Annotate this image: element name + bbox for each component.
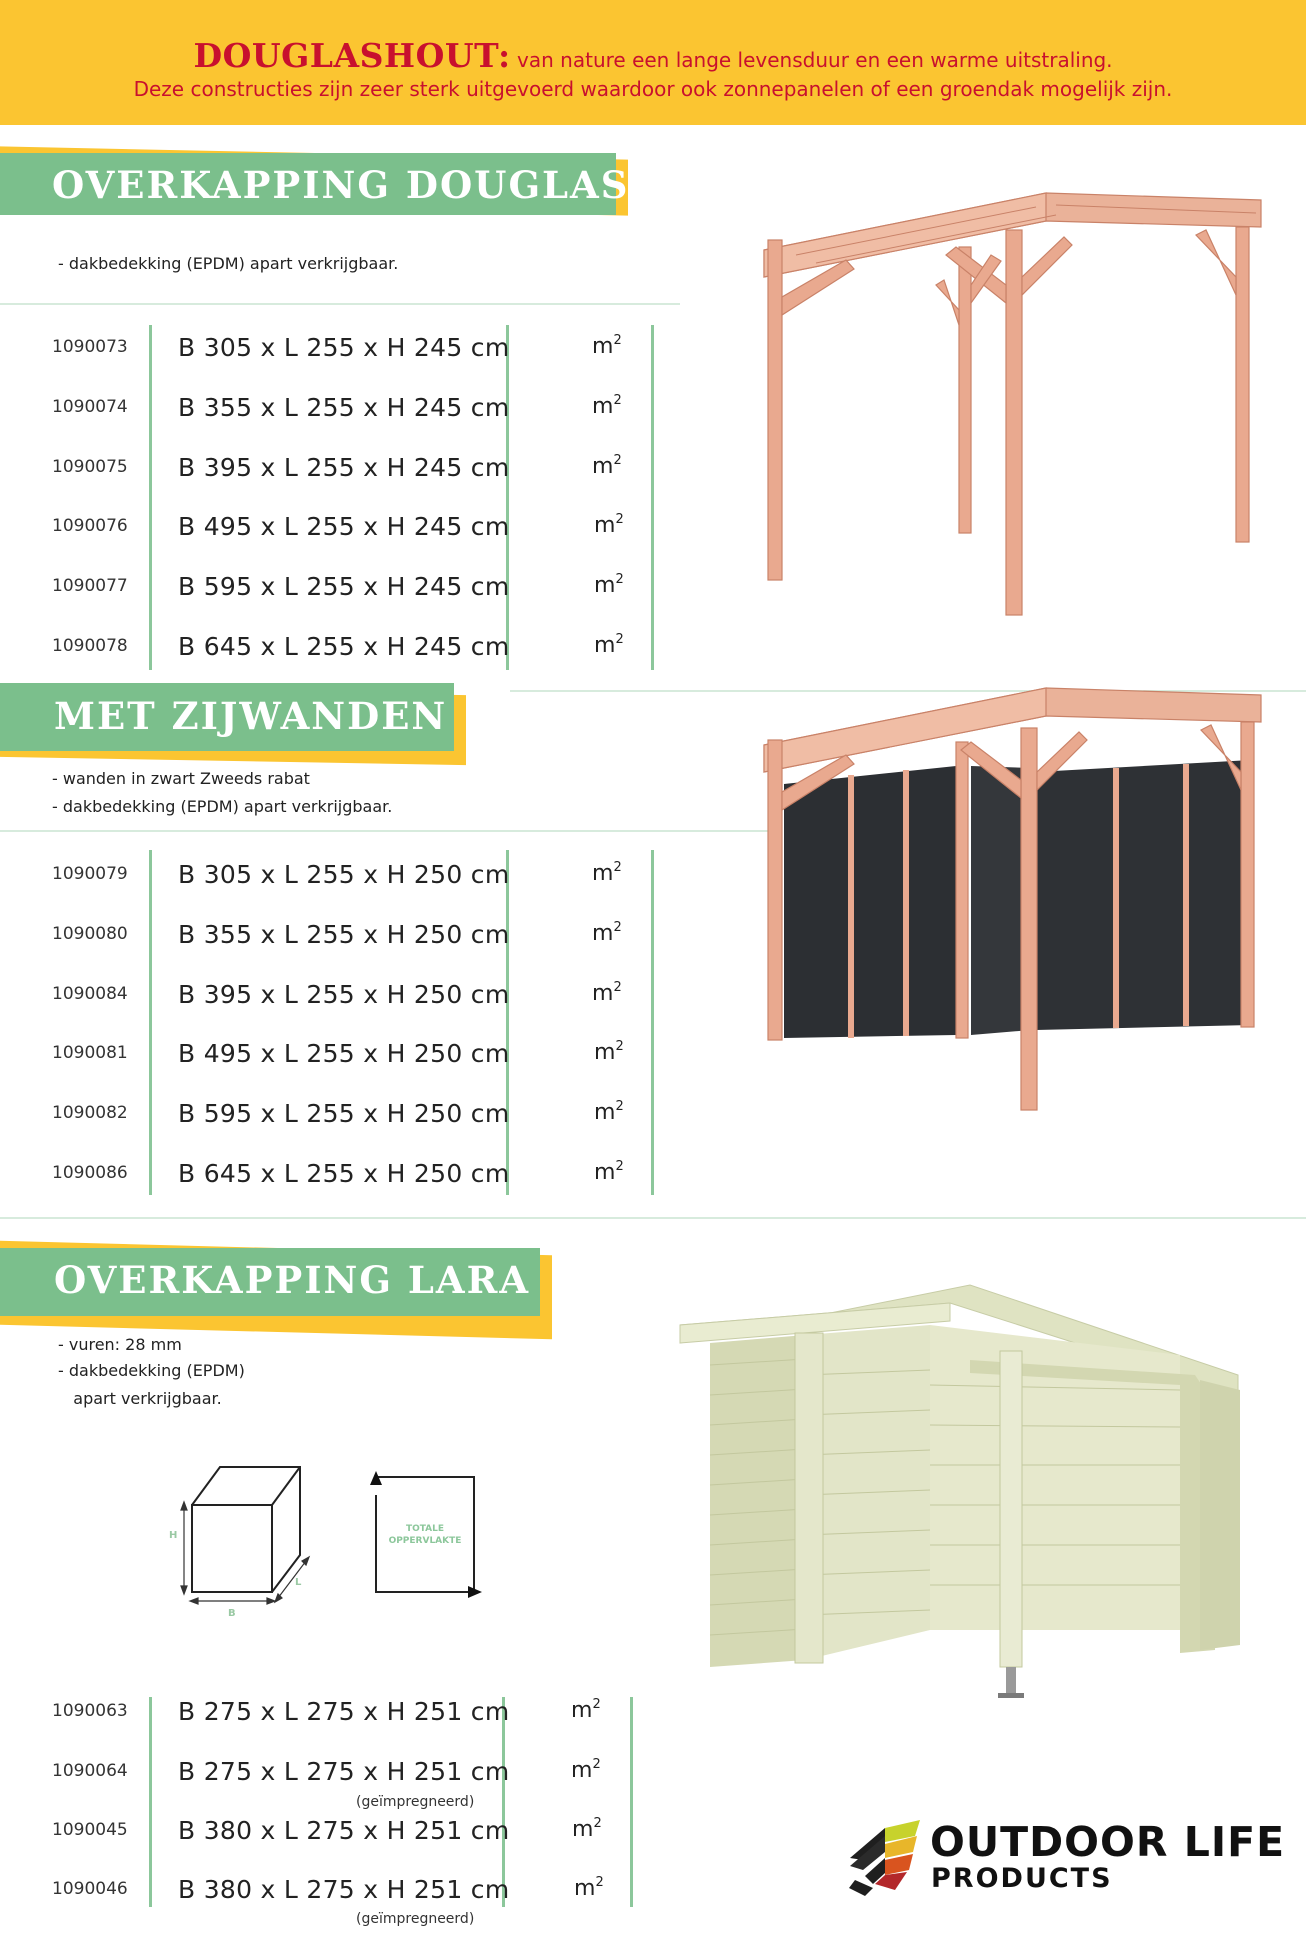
divider	[0, 830, 780, 832]
column-divider	[149, 850, 152, 1195]
section-note: apart verkrijgbaar.	[58, 1389, 222, 1408]
product-code: 1090064	[52, 1761, 128, 1781]
product-code: 1090077	[52, 576, 128, 596]
product-code: 1090063	[52, 1701, 128, 1721]
zijwanden-pergola-image	[756, 680, 1268, 1120]
column-divider	[506, 850, 509, 1195]
area-unit: $m^2$	[594, 1099, 624, 1125]
logo-mark-icon	[845, 1818, 925, 1898]
total-area-label-2: OPPERVLAKTE	[388, 1536, 462, 1546]
section-title: OVERKAPPING DOUGLAS	[52, 163, 630, 207]
column-divider	[149, 1697, 152, 1907]
width-label: B	[228, 1608, 236, 1619]
area-unit: $m^2$	[592, 393, 622, 419]
logo-text-2: PRODUCTS	[931, 1863, 1113, 1894]
area-unit: $m^2$	[594, 1159, 624, 1185]
banner-line-2: Deze constructies zijn zeer sterk uitgevoerd waardoor ook zonnepanelen of een groendak mogelijk zijn.	[133, 77, 1173, 101]
area-unit: $m^2$	[594, 632, 624, 658]
product-code: 1090080	[52, 924, 128, 944]
product-dimensions: B 305 x L 255 x H 250 cm	[178, 860, 510, 889]
section-note: - dakbedekking (EPDM) apart verkrijgbaar.	[58, 254, 399, 273]
column-divider	[149, 325, 152, 670]
product-code: 1090046	[52, 1879, 128, 1899]
product-dimensions: B 380 x L 275 x H 251 cm	[178, 1816, 510, 1845]
area-unit: $m^2$	[574, 1875, 604, 1901]
product-code: 1090086	[52, 1163, 128, 1183]
area-unit: $m^2$	[594, 1039, 624, 1065]
product-code: 1090045	[52, 1820, 128, 1840]
product-code: 1090081	[52, 1043, 128, 1063]
product-code: 1090074	[52, 397, 128, 417]
product-code: 1090082	[52, 1103, 128, 1123]
area-icon	[375, 1477, 474, 1592]
product-dimensions: B 395 x L 255 x H 250 cm	[178, 980, 510, 1009]
section-note: - dakbedekking (EPDM) apart verkrijgbaar.	[52, 797, 393, 816]
product-dimensions: B 595 x L 255 x H 250 cm	[178, 1099, 510, 1128]
product-dimensions: B 645 x L 255 x H 245 cm	[178, 632, 510, 661]
product-dimensions: B 275 x L 275 x H 251 cm	[178, 1697, 510, 1726]
product-note: (geïmpregneerd)	[356, 1794, 475, 1810]
section-note: - vuren: 28 mm	[58, 1335, 182, 1354]
product-dimensions: B 355 x L 255 x H 250 cm	[178, 920, 510, 949]
area-unit: $m^2$	[592, 333, 622, 359]
logo-text-1: OUTDOOR LIFE	[930, 1818, 1286, 1866]
product-code: 1090079	[52, 864, 128, 884]
section-note: - wanden in zwart Zweeds rabat	[52, 769, 310, 788]
header-banner	[0, 0, 1306, 125]
banner-text-1: van nature een lange levensduur en een warme uitstraling.	[510, 48, 1113, 72]
product-dimensions: B 395 x L 255 x H 245 cm	[178, 453, 510, 482]
product-dimensions: B 275 x L 275 x H 251 cm	[178, 1757, 510, 1786]
section-heading-douglas	[0, 143, 630, 243]
outdoor-life-logo	[845, 1818, 1286, 1898]
height-label: H	[169, 1530, 178, 1541]
douglas-pergola-image	[756, 185, 1268, 623]
length-label: L	[295, 1577, 302, 1588]
divider	[0, 303, 680, 305]
product-code: 1090076	[52, 516, 128, 536]
product-dimensions: B 355 x L 255 x H 245 cm	[178, 393, 510, 422]
lara-shelter-image	[640, 1255, 1240, 1715]
product-dimensions: B 305 x L 255 x H 245 cm	[178, 333, 510, 362]
section-note: - dakbedekking (EPDM)	[58, 1361, 245, 1380]
product-dimensions: B 495 x L 255 x H 250 cm	[178, 1039, 510, 1068]
box-icon	[192, 1467, 300, 1592]
product-dimensions: B 645 x L 255 x H 250 cm	[178, 1159, 510, 1188]
total-area-label-1: TOTALE	[405, 1524, 445, 1534]
divider	[0, 1217, 1306, 1219]
column-divider	[651, 325, 654, 670]
product-code: 1090078	[52, 636, 128, 656]
area-unit: $m^2$	[594, 572, 624, 598]
banner-line-1	[0, 36, 1306, 75]
area-unit: $m^2$	[594, 512, 624, 538]
banner-keyword: DOUGLASHOUT:	[193, 36, 511, 75]
area-unit: $m^2$	[592, 453, 622, 479]
area-unit: $m^2$	[572, 1816, 602, 1842]
section-title: OVERKAPPING LARA	[54, 1258, 531, 1302]
area-unit: $m^2$	[592, 980, 622, 1006]
product-code: 1090075	[52, 457, 128, 477]
dimensions-diagram	[160, 1455, 490, 1635]
product-dimensions: B 495 x L 255 x H 245 cm	[178, 512, 510, 541]
column-divider	[651, 850, 654, 1195]
area-unit: $m^2$	[571, 1757, 601, 1783]
product-dimensions: B 380 x L 275 x H 251 cm	[178, 1875, 510, 1904]
product-note: (geïmpregneerd)	[356, 1911, 475, 1927]
area-unit: $m^2$	[592, 920, 622, 946]
product-code: 1090073	[52, 337, 128, 357]
column-divider	[506, 325, 509, 670]
section-heading-zijwanden	[0, 683, 480, 763]
column-divider	[630, 1697, 633, 1907]
area-unit: $m^2$	[571, 1697, 601, 1723]
area-unit: $m^2$	[592, 860, 622, 886]
section-title: MET ZIJWANDEN	[54, 694, 448, 738]
product-code: 1090084	[52, 984, 128, 1004]
product-dimensions: B 595 x L 255 x H 245 cm	[178, 572, 510, 601]
